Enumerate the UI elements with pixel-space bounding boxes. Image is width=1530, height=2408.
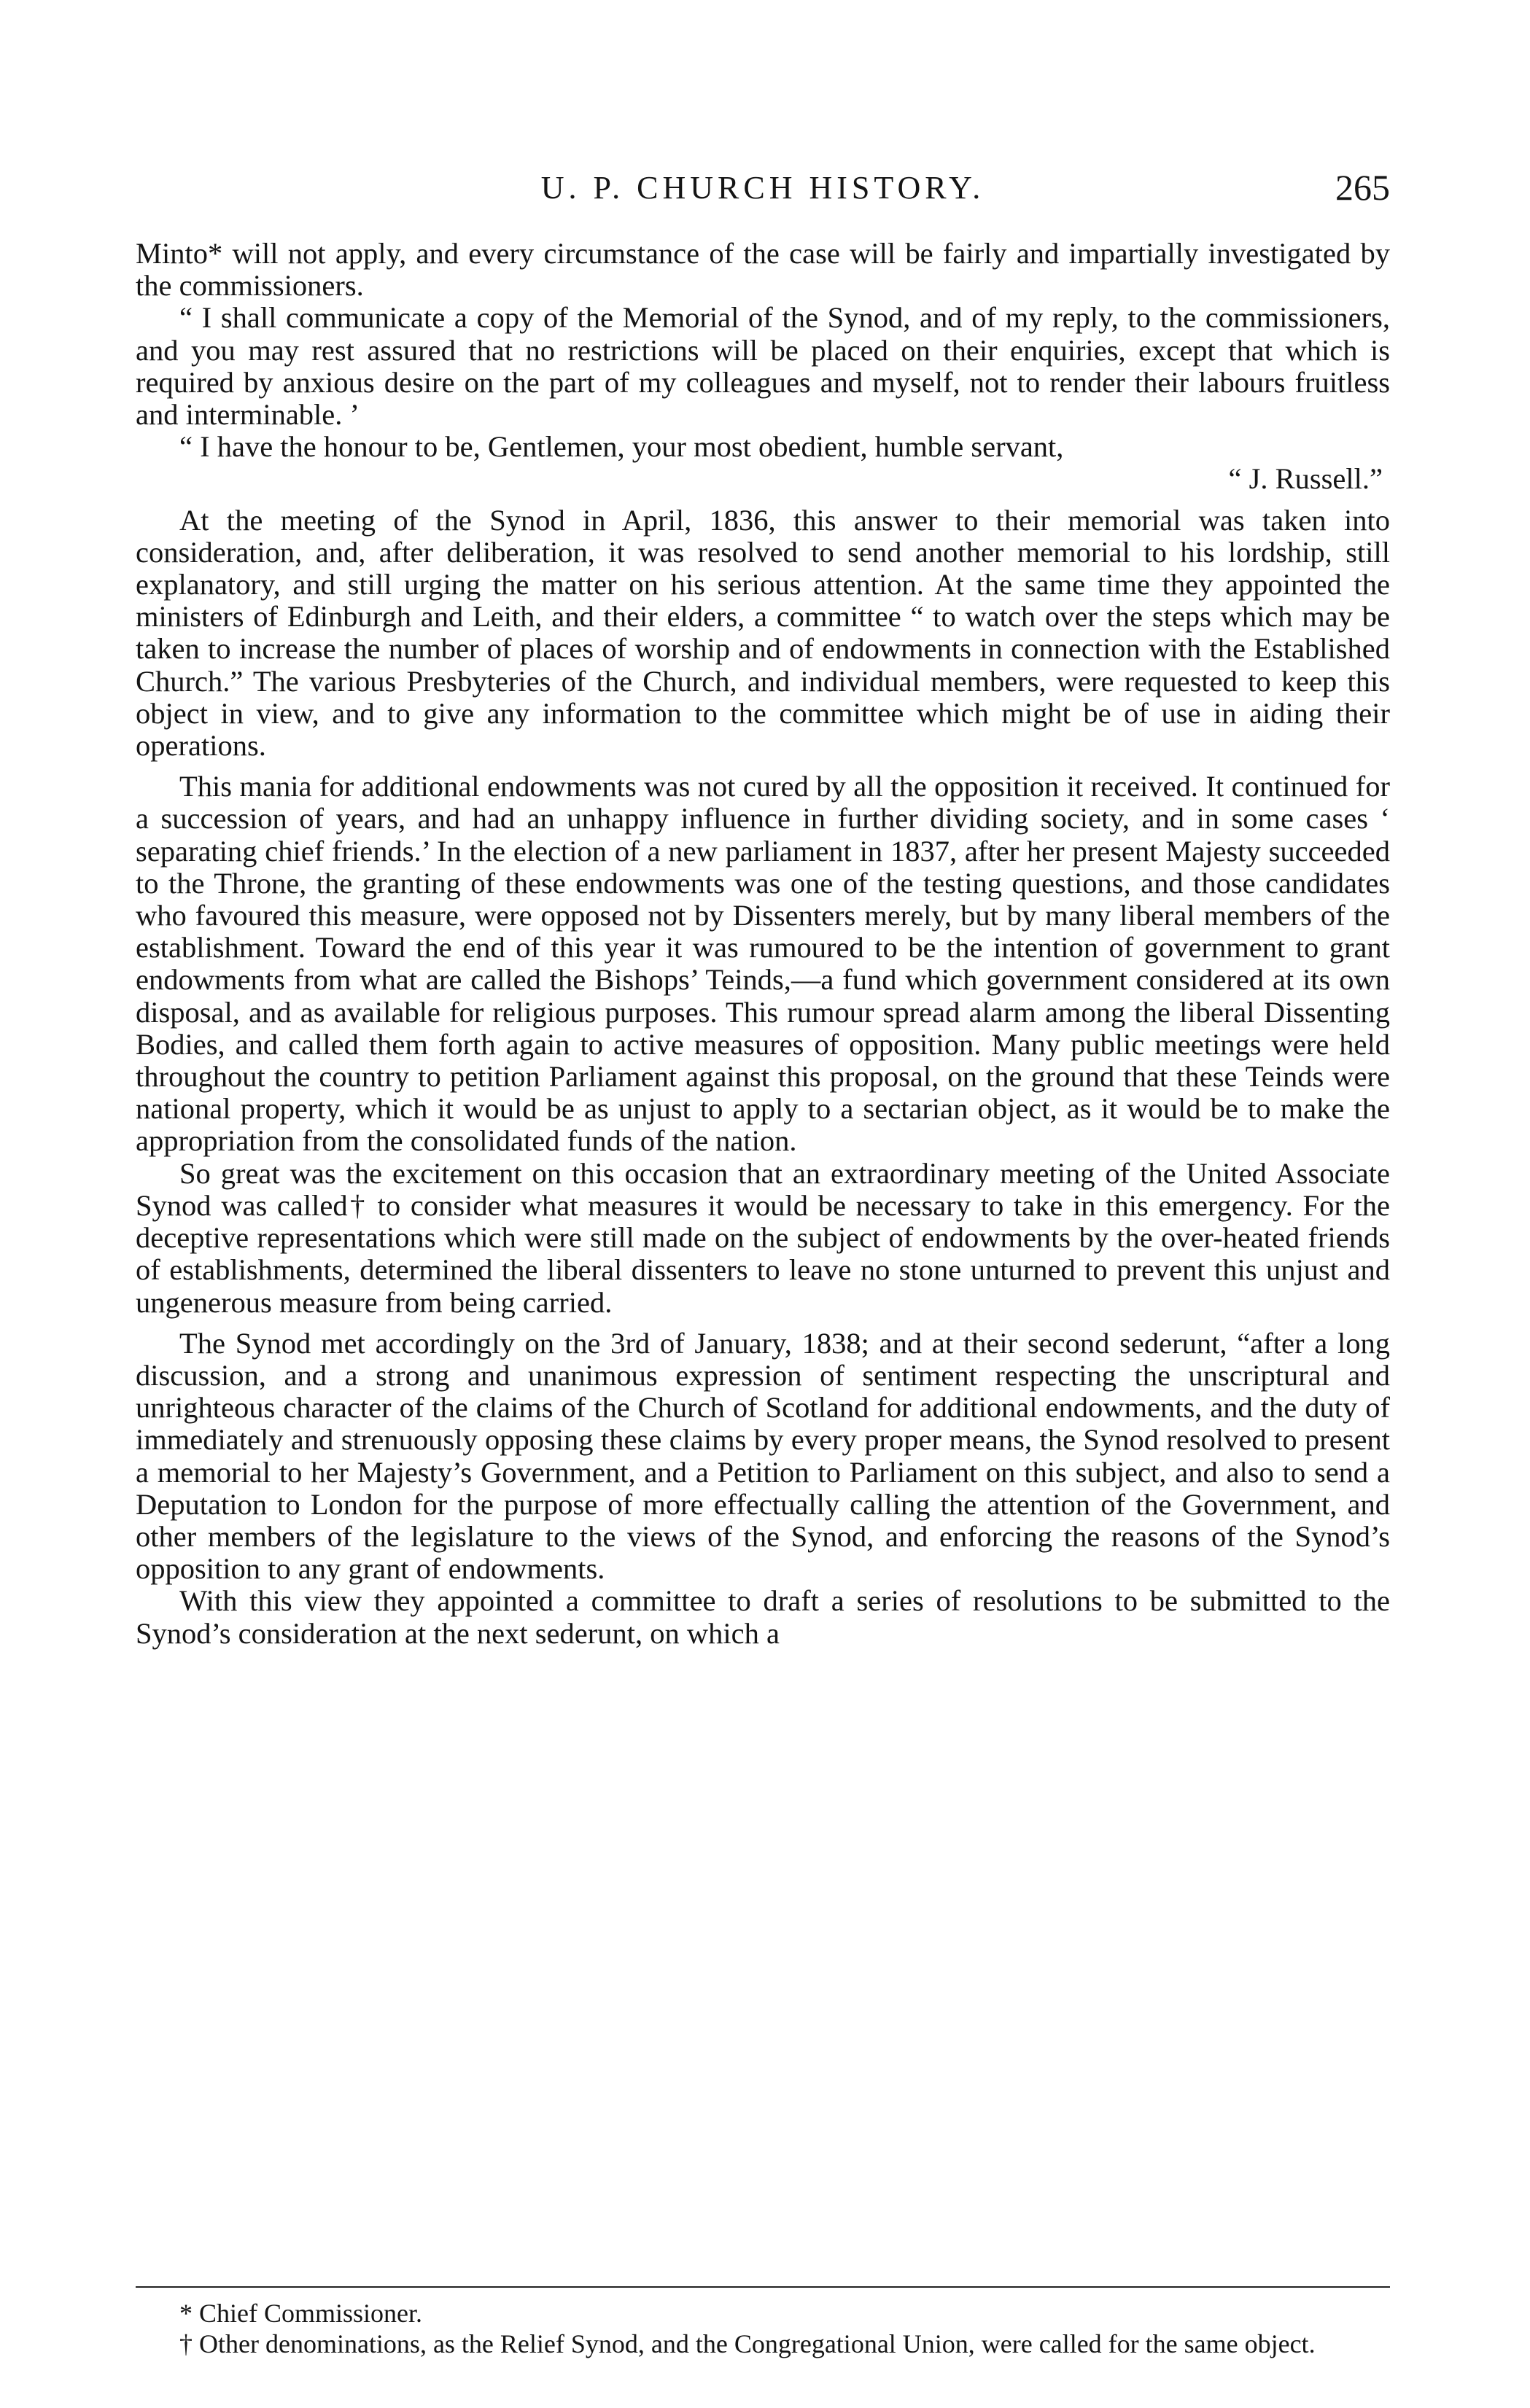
body-text — [136, 238, 1390, 1650]
footnote-chief-commissioner: * Chief Commissioner. — [179, 2299, 422, 2328]
paragraph-synod-april: At the meeting of the Synod in April, 1836, this answer to their memorial was taken into consideration, and, after deliberation, it was resolved to send another memorial to his lordship, still explanatory, and still urging the matter on his serious attention. At the same time they appointed the ministers of Edinburgh and Leith, and their elders, a committee “ to watch over the steps which may be taken to increase the number of places of worship and of endowments in connection with the Established Church.” The various Presbyteries of the Church, and individual members, were requested to keep this object in view, and to give any information to the committee which might be of use in aiding their operations. — [136, 503, 1390, 763]
paragraph-continued: Minto* will not apply, and every circumstance of the case will be fairly and impartially investigated by the commissioners. — [136, 237, 1390, 303]
paragraph-synod-january: The Synod met accordingly on the 3rd of January, 1838; and at their second sederunt, “after a long discussion, and a strong and unanimous expression of sentiment respecting the unscriptural and unrighteous character of the claims of the Church of Scotland for additional endowments, and the duty of immediately and strenuously opposing these claims by every proper means, the Synod resolved to present a memorial to her Majesty’s Government, and a Petition to Parliament on this subject, and also to send a Deputation to London for the purpose of more effectually calling the attention of the Government, and other members of the legislature to the views of the Synod, and enforcing the reasons of the Synod’s opposition to any grant of endowments. — [136, 1326, 1390, 1586]
paragraph-letter-closing: “ I have the honour to be, Gentlemen, your most obedient, humble servant, — [179, 430, 1064, 464]
footnotes — [136, 2298, 1390, 2359]
letter-signature: “ J. Russell.” — [1228, 462, 1383, 496]
paragraph-endowments-mania: This mania for additional endowments was not cured by all the opposition it received. It continued for a succession of years, and had an unhappy influence in further dividing society, and in some cases ‘ separating chief friends.’ In the election of a new parliament in 1837, after her present Majesty succeeded to the Throne, the granting of these endowments was one of the testing questions, and those candidates who favoured this measure, were opposed not by Dissenters merely, but by many liberal members of the establishment. Toward the end of this year it was rumoured to be the intention of government to grant endowments from what are called the Bishops’ Teinds,—a fund which government considered at its own disposal, and as available for religious purposes. This rumour spread alarm among the liberal Dissenting Bodies, and called them forth again to active measures of opposition. Many public meetings were held throughout the country to petition Parliament against this proposal, on the ground that these Teinds were national property, which it would be as unjust to apply to a sectarian object, as it would be to make the appropriation from the consolidated funds of the nation. — [136, 770, 1390, 1158]
running-title: U. P. CHURCH HISTORY. — [540, 170, 985, 206]
paragraph-extraordinary-meeting: So great was the excitement on this occasion that an extraordinary meeting of the United Associate Synod was called† to consider what measures it would be necessary to take in this emergency. For the deceptive representations which were still made on the subject of endowments by the over-heated friends of establishments, determined the liberal dissenters to leave no stone unturned to prevent this unjust and ungenerous measure from being carried. — [136, 1156, 1390, 1319]
paragraph-committee: With this view they appointed a committee to draft a series of resolutions to be submitted to the Synod’s consideration at the next sederunt, on which a — [136, 1584, 1390, 1650]
footnote-divider — [136, 2286, 1390, 2288]
footnote-other-denominations: † Other denominations, as the Relief Synod, and the Congregational Union, were called for the same object. — [179, 2329, 1316, 2358]
page-number: 265 — [1335, 167, 1390, 208]
paragraph-letter-quote: “ I shall communicate a copy of the Memorial of the Synod, and of my reply, to the commissioners, and you may rest assured that no restrictions will be placed on their enquiries, except that which is required by anxious desire on the part of my colleagues and myself, not to render their labours fruitless and interminable. ’ — [136, 301, 1390, 432]
running-head — [136, 166, 1390, 210]
